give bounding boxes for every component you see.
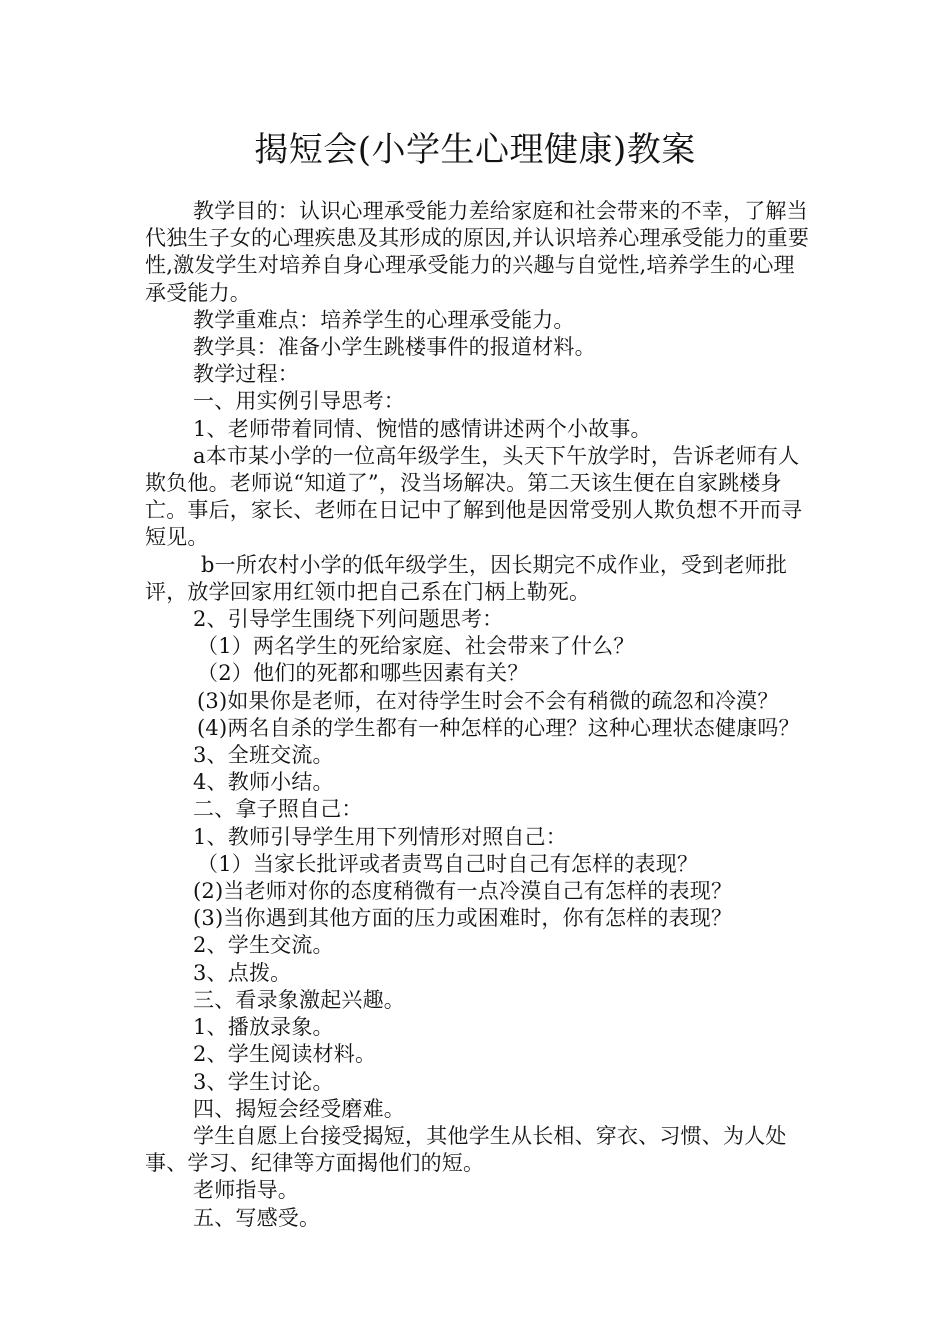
question-item: （1）当家长批评或者责骂自己时自己有怎样的表现？ xyxy=(197,851,699,876)
list-item: 2、学生阅读材料。 xyxy=(193,1042,377,1067)
document-body xyxy=(145,198,815,1232)
section-heading-1: 一、用实例引导思考： xyxy=(193,389,405,414)
paragraph-key-point: 教学重难点：培养学生的心理承受能力。 xyxy=(193,307,575,332)
question-item: （2）他们的死都和哪些因素有关？ xyxy=(197,661,529,686)
story-a: a本市某小学的一位高年级学生，头天下午放学时，告诉老师有人欺负他。老师说“知道了”，没当场解决。第二天该生便在自家跳楼身亡。事后，家长、老师在日记中了解到他是因常受别人欺负想不开而寻短见。 xyxy=(145,443,803,550)
list-item: 1、教师引导学生用下列情形对照自己： xyxy=(193,824,567,849)
list-item: 4、教师小结。 xyxy=(193,770,334,795)
question-item: (3)如果你是老师，在对待学生时会不会有稍微的疏忽和冷漠？ xyxy=(197,688,779,713)
paragraph-materials: 教学具：准备小学生跳楼事件的报道材料。 xyxy=(193,335,596,360)
section-heading-5: 五、写感受。 xyxy=(193,1205,321,1230)
question-item: (4)两名自杀的学生都有一种怎样的心理？这种心理状态健康吗？ xyxy=(197,715,800,740)
paragraph-process-heading: 教学过程： xyxy=(193,362,299,387)
list-item: 老师指导。 xyxy=(193,1178,299,1203)
paragraph-objective: 教学目的：认识心理承受能力差给家庭和社会带来的不幸，了解当代独生子女的心理疾患及其形成的原因,并认识培养心理承受能力的重要性,激发学生对培养自身心理承受能力的兴趣与自觉性,培养学生的心理承受能力。 xyxy=(145,199,810,305)
list-item: 3、点拨。 xyxy=(193,960,292,985)
section-heading-4: 四、揭短会经受磨难。 xyxy=(193,1096,405,1121)
list-item: 1、老师带着同情、惋惜的感情讲述两个小故事。 xyxy=(193,416,652,441)
question-item: (2)当老师对你的态度稍微有一点冷漠自己有怎样的表现？ xyxy=(193,879,733,904)
story-b: b一所农村小学的低年级学生，因长期完不成作业，受到老师批评，放学回家用红领巾把自己系在门柄上勒死。 xyxy=(145,552,788,604)
list-item: 2、学生交流。 xyxy=(193,933,334,958)
question-item: （1）两名学生的死给家庭、社会带来了什么？ xyxy=(197,634,635,659)
question-item: (3)当你遇到其他方面的压力或困难时，你有怎样的表现？ xyxy=(193,906,733,931)
paragraph-activity: 学生自愿上台接受揭短，其他学生从长相、穿衣、习惯、为人处事、学习、纪律等方面揭他们的短。 xyxy=(145,1123,787,1176)
section-heading-2: 二、拿子照自己： xyxy=(193,797,363,822)
document-title: 揭短会(小学生心理健康)教案 xyxy=(254,130,696,170)
list-item: 3、学生讨论。 xyxy=(193,1069,334,1094)
list-item: 3、全班交流。 xyxy=(193,743,334,768)
list-item: 2、引导学生围绕下列问题思考： xyxy=(193,607,504,632)
list-item: 1、播放录象。 xyxy=(193,1015,334,1040)
section-heading-3: 三、看录象激起兴趣。 xyxy=(193,987,405,1012)
